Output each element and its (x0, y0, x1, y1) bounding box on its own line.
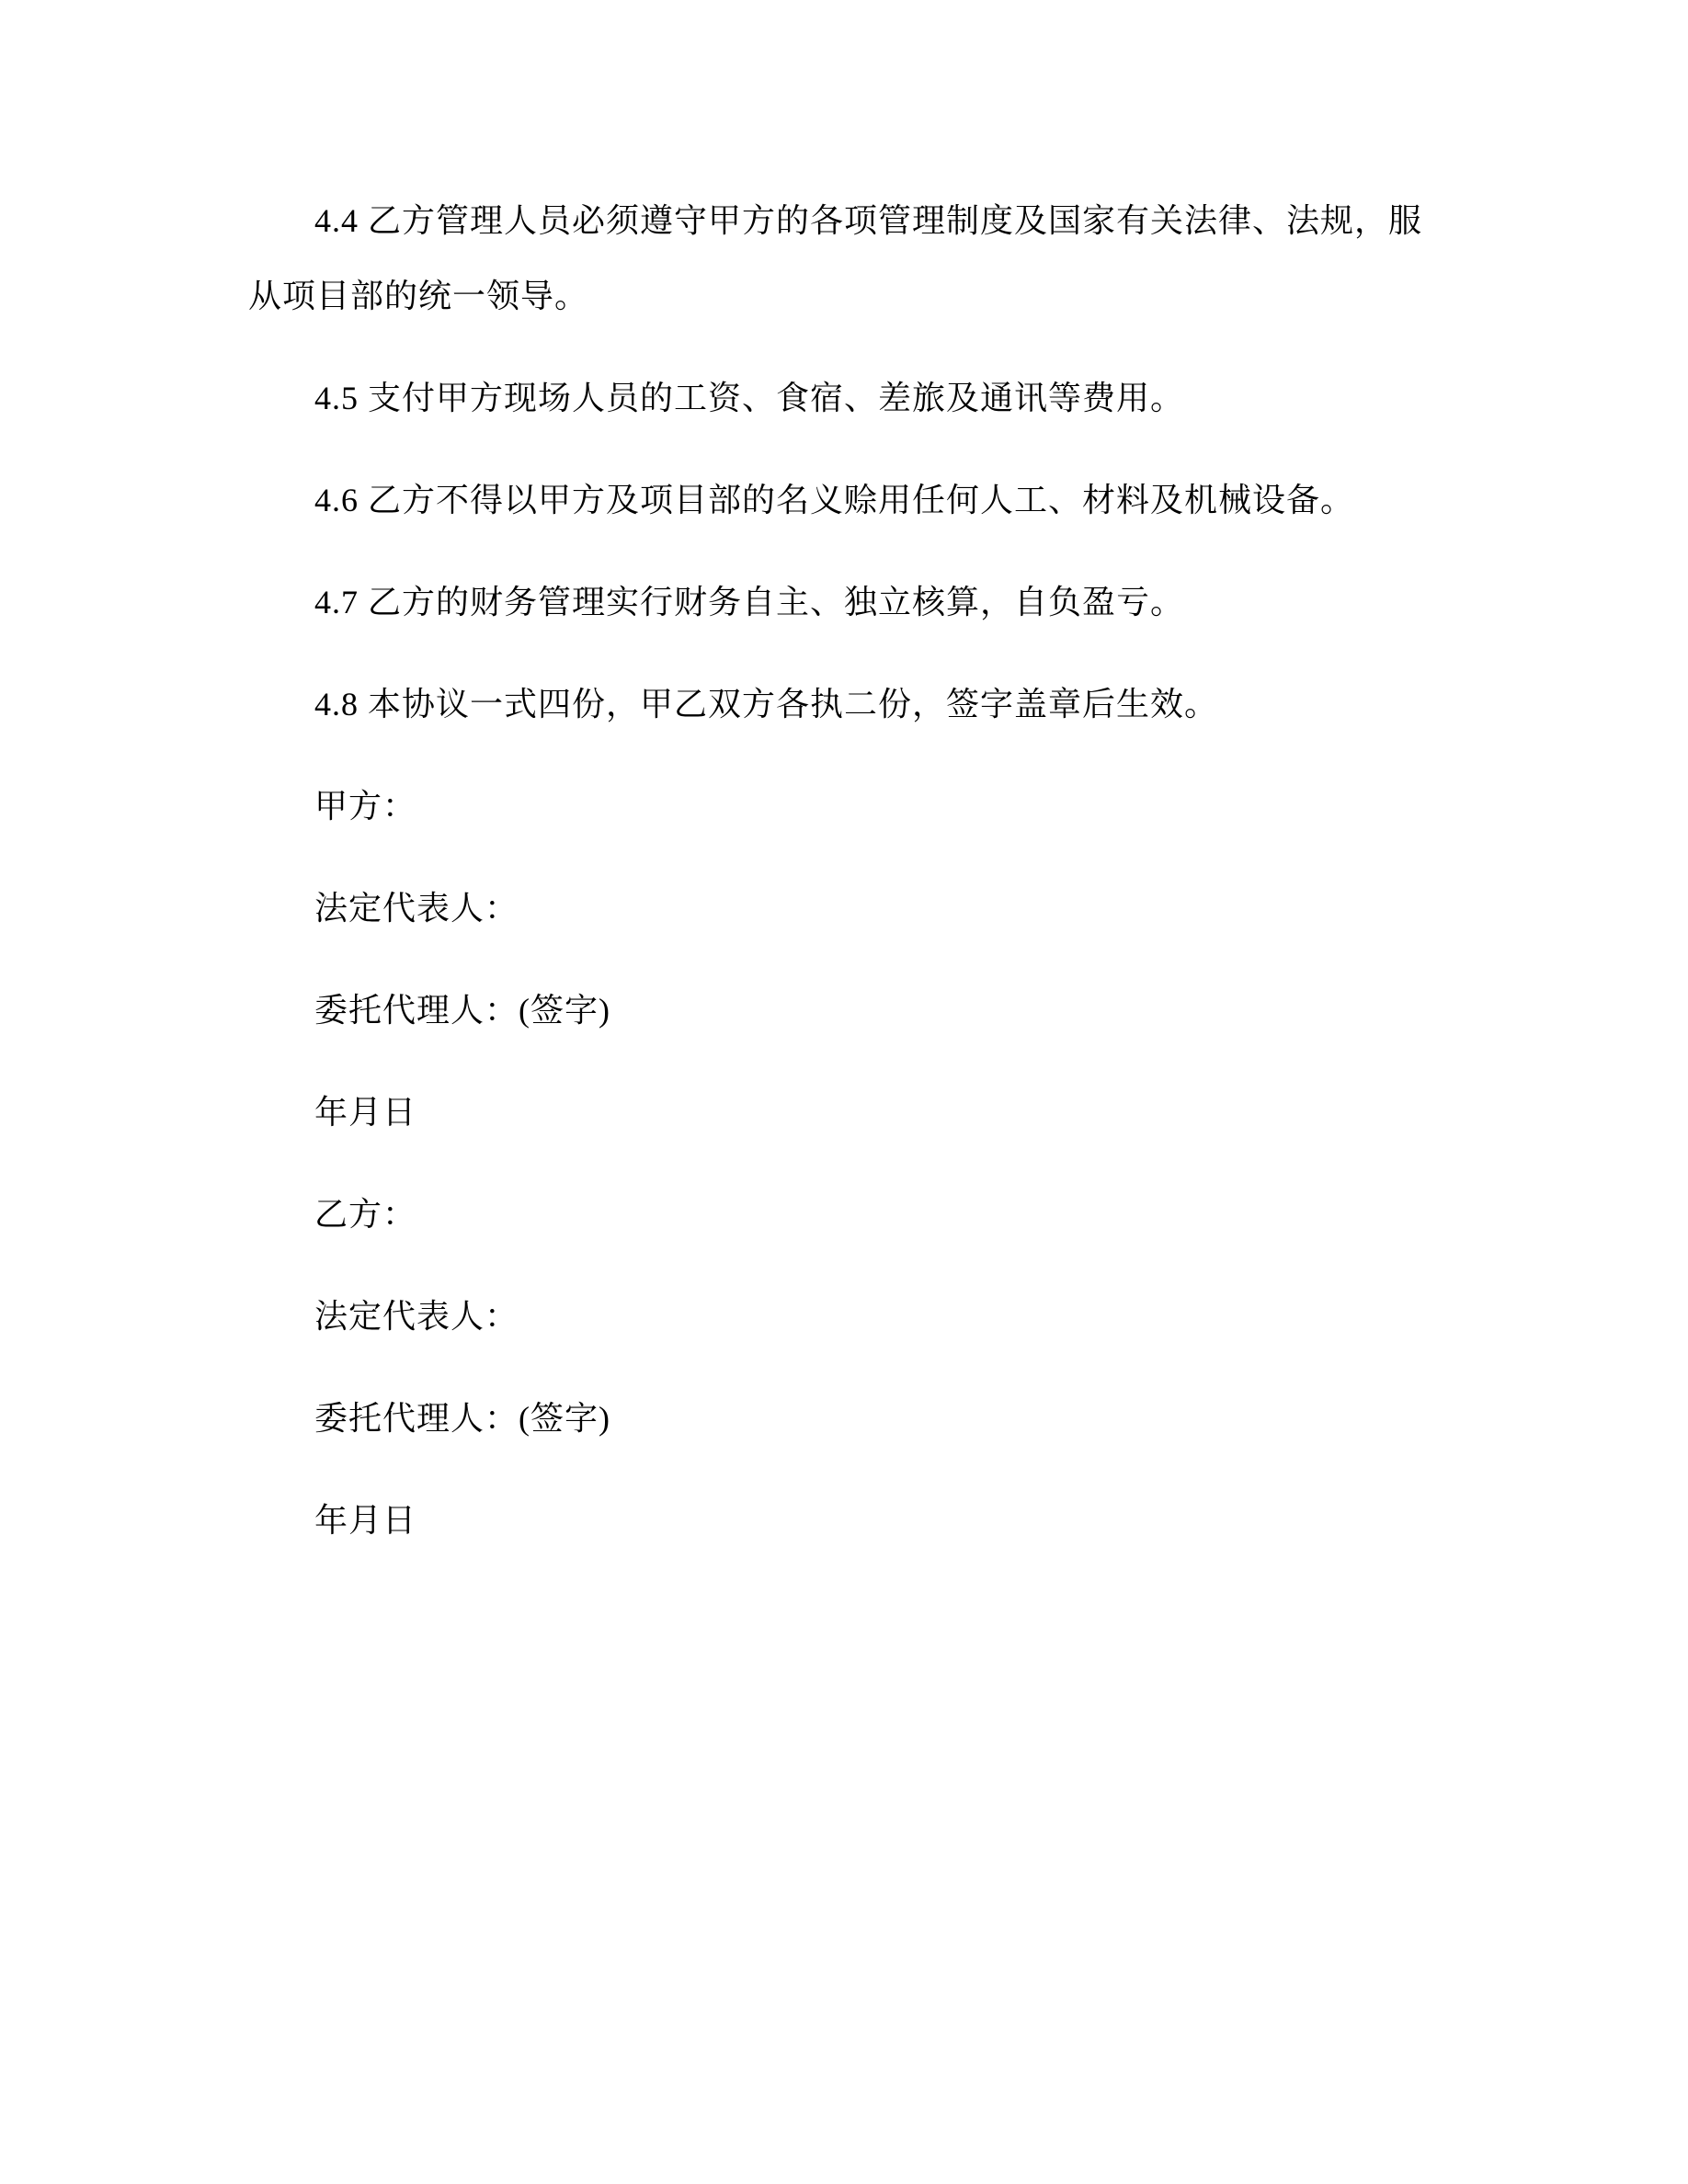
party-b-date-label: 年月日 (314, 1502, 417, 1539)
contract-body (248, 183, 1440, 1558)
clause-4-5: 4.5 支付甲方现场人员的工资、食宿、差旅及通讯等费用。 (314, 380, 1185, 416)
party-b-label: 乙方： (314, 1196, 417, 1233)
clause-4-8: 4.8 本协议一式四份，甲乙双方各执二份，签字盖章后生效。 (314, 686, 1219, 722)
party-a-date-label: 年月日 (314, 1094, 417, 1131)
party-a-entrusted-agent-label: 委托代理人：(签字) (314, 992, 610, 1029)
clause-4-6: 4.6 乙方不得以甲方及项目部的名义赊用任何人工、材料及机械设备。 (314, 482, 1355, 518)
party-a-label: 甲方： (314, 788, 417, 825)
party-b-entrusted-agent-label: 委托代理人：(签字) (314, 1400, 610, 1437)
clause-4-4: 4.4 乙方管理人员必须遵守甲方的各项管理制度及国家有关法律、法规，服从项目部的统一领导。 (248, 202, 1423, 314)
clause-4-7: 4.7 乙方的财务管理实行财务自主、独立核算，自负盈亏。 (314, 584, 1185, 620)
party-a-legal-representative-label: 法定代表人： (314, 890, 519, 927)
party-b-legal-representative-label: 法定代表人： (314, 1298, 519, 1335)
